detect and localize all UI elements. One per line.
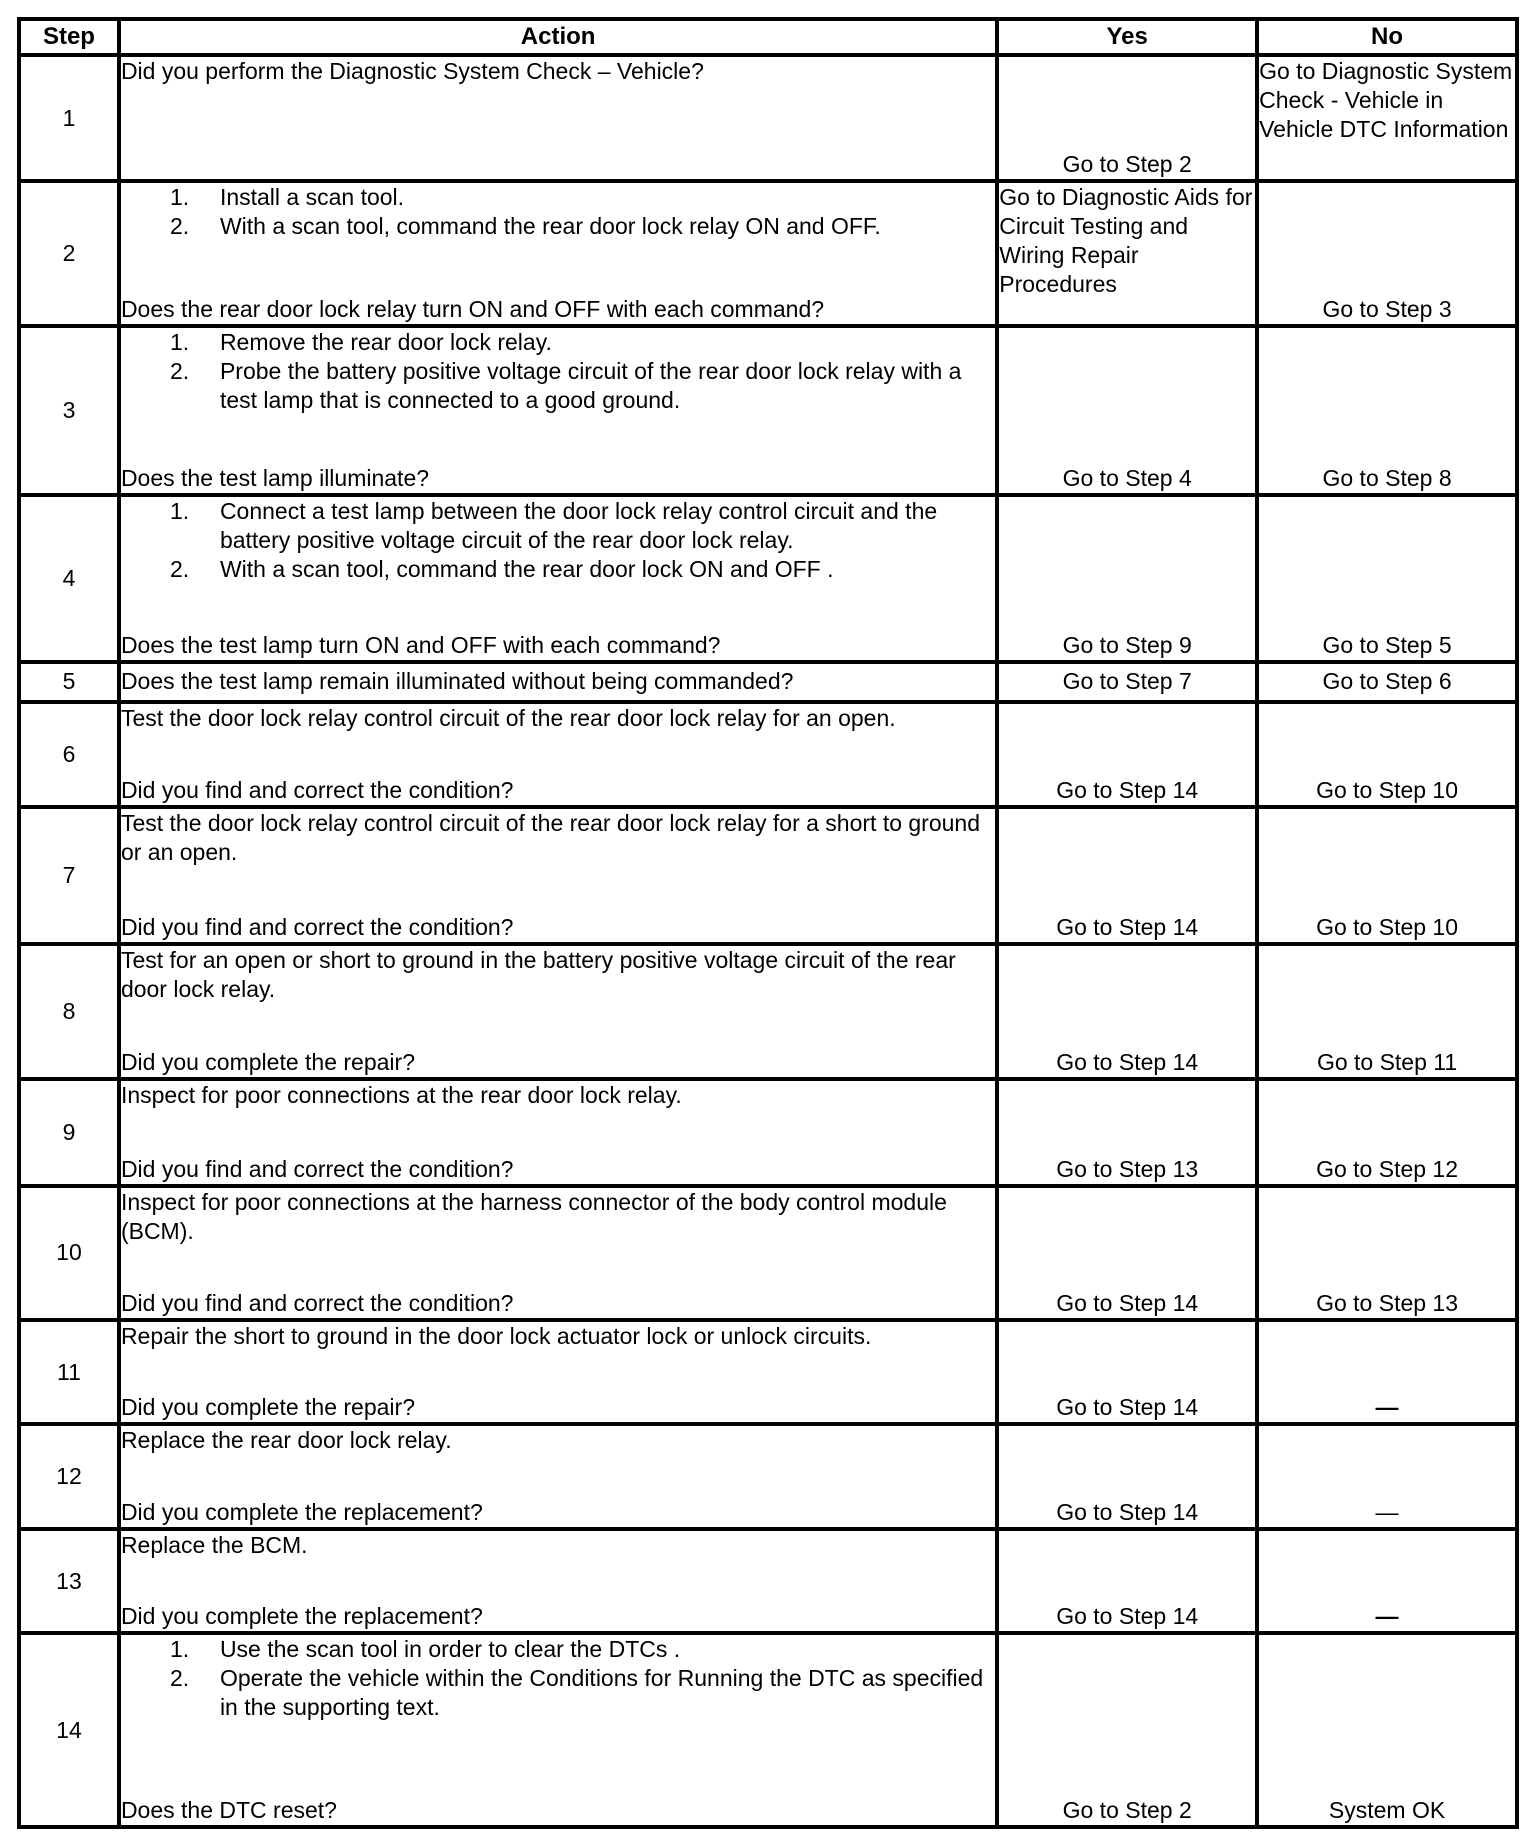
step-number: 14 — [19, 1633, 119, 1827]
table-row — [19, 1529, 1517, 1633]
yes-cell: Go to Step 2 — [997, 1633, 1257, 1827]
action-cell — [119, 702, 997, 808]
table-row — [19, 702, 1517, 808]
action-question: Did you complete the repair? — [120, 1394, 415, 1421]
action-question: Did you complete the repair? — [120, 1048, 415, 1075]
step-number: 4 — [19, 495, 119, 662]
step-number: 2 — [19, 181, 119, 325]
yes-cell: Go to Step 14 — [997, 1424, 1257, 1528]
action-text: Replace the BCM. — [120, 1531, 308, 1558]
step-number: 8 — [19, 944, 119, 1079]
yes-cell: Go to Step 14 — [997, 1186, 1257, 1320]
action-text: Inspect for poor connections at the rear door lock relay. — [120, 1081, 682, 1108]
action-text: Test the door lock relay control circuit of the rear door lock relay for a short to ground or an open. — [120, 810, 981, 866]
list-item: 2. Operate the vehicle within the Conditions for Running the DTC as specified in the supporting text. — [169, 1665, 984, 1721]
step-number: 10 — [19, 1186, 119, 1320]
step-number: 7 — [19, 807, 119, 943]
action-cell — [119, 326, 997, 495]
no-cell: Go to Step 5 — [1257, 495, 1517, 662]
action-list — [121, 183, 995, 241]
action-list — [121, 1635, 995, 1722]
action-cell — [119, 944, 997, 1079]
table-row — [19, 1186, 1517, 1320]
list-item: 2. With a scan tool, command the rear door lock ON and OFF . — [169, 555, 834, 582]
no-cell: Go to Step 13 — [1257, 1186, 1517, 1320]
no-cell: Go to Step 11 — [1257, 944, 1517, 1079]
action-list — [121, 328, 995, 415]
yes-cell: Go to Step 14 — [997, 1320, 1257, 1424]
no-cell: Go to Step 10 — [1257, 807, 1517, 943]
no-cell: Go to Step 10 — [1257, 702, 1517, 808]
action-question: Did you find and correct the condition? — [120, 1155, 514, 1182]
yes-cell: Go to Step 7 — [997, 662, 1257, 702]
list-item: 1. Install a scan tool. — [169, 184, 405, 211]
list-item: 2. Probe the battery positive voltage circuit of the rear door lock relay with a test lamp that is connected to a good ground. — [169, 357, 962, 413]
no-cell: Go to Diagnostic System Check - Vehicle in Vehicle DTC Information — [1257, 55, 1517, 181]
yes-cell: Go to Step 4 — [997, 326, 1257, 495]
no-cell: Go to Step 3 — [1257, 181, 1517, 325]
step-number: 5 — [19, 662, 119, 702]
action-question: Does the DTC reset? — [120, 1797, 337, 1823]
table-row — [19, 944, 1517, 1079]
action-cell — [119, 662, 997, 702]
action-question: Did you find and correct the condition? — [120, 777, 514, 804]
action-question: Does the test lamp turn ON and OFF with each command? — [120, 632, 721, 659]
table-row — [19, 1633, 1517, 1827]
step-number: 11 — [19, 1320, 119, 1424]
action-list — [121, 497, 995, 584]
table-row — [19, 495, 1517, 662]
table-row — [19, 55, 1517, 181]
yes-cell: Go to Step 14 — [997, 807, 1257, 943]
yes-cell: Go to Step 14 — [997, 944, 1257, 1079]
diagnostic-table — [17, 17, 1519, 1829]
action-text: Did you perform the Diagnostic System Check – Vehicle? — [120, 58, 704, 84]
header-row — [19, 19, 1517, 55]
no-cell: Go to Step 8 — [1257, 326, 1517, 495]
action-text: Test for an open or short to ground in the battery positive voltage circuit of the rear door lock relay. — [120, 946, 956, 1002]
step-number: 9 — [19, 1079, 119, 1186]
action-text: Replace the rear door lock relay. — [120, 1427, 452, 1454]
yes-cell: Go to Step 14 — [997, 1529, 1257, 1633]
action-cell — [119, 1424, 997, 1528]
action-cell — [119, 1529, 997, 1633]
yes-cell: Go to Step 14 — [997, 702, 1257, 808]
list-item: 1. Connect a test lamp between the door lock relay control circuit and the battery positive voltage circuit of the rear door lock relay. — [169, 497, 938, 553]
step-number: 1 — [19, 55, 119, 181]
yes-cell: Go to Diagnostic Aids for Circuit Testing and Wiring Repair Procedures — [997, 181, 1257, 325]
step-number: 13 — [19, 1529, 119, 1633]
list-item: 1. Remove the rear door lock relay. — [169, 328, 552, 355]
no-cell: Go to Step 6 — [1257, 662, 1517, 702]
list-item: 2. With a scan tool, command the rear door lock relay ON and OFF. — [169, 213, 881, 240]
no-cell: — — [1257, 1424, 1517, 1528]
action-question: Did you complete the replacement? — [120, 1603, 483, 1630]
action-cell — [119, 55, 997, 181]
action-question: Does the rear door lock relay turn ON and OFF with each command? — [120, 295, 825, 322]
step-number: 12 — [19, 1424, 119, 1528]
action-cell — [119, 1320, 997, 1424]
action-text: Does the test lamp remain illuminated without being commanded? — [120, 668, 794, 695]
table-row — [19, 326, 1517, 495]
action-cell — [119, 181, 997, 325]
action-question: Does the test lamp illuminate? — [120, 464, 430, 491]
table-row — [19, 662, 1517, 702]
yes-cell: Go to Step 13 — [997, 1079, 1257, 1186]
list-item: 1. Use the scan tool in order to clear the DTCs . — [169, 1636, 681, 1663]
table-row — [19, 1079, 1517, 1186]
action-text: Repair the short to ground in the door lock actuator lock or unlock circuits. — [120, 1322, 872, 1349]
action-text: Test the door lock relay control circuit of the rear door lock relay for an open. — [120, 704, 896, 731]
action-cell — [119, 807, 997, 943]
action-cell — [119, 1633, 997, 1827]
yes-cell: Go to Step 2 — [997, 55, 1257, 181]
no-cell: — — [1257, 1320, 1517, 1424]
no-cell: System OK — [1257, 1633, 1517, 1827]
action-text: Inspect for poor connections at the harness connector of the body control module (BCM). — [120, 1188, 947, 1244]
table-row — [19, 1320, 1517, 1424]
yes-cell: Go to Step 9 — [997, 495, 1257, 662]
action-cell — [119, 1186, 997, 1320]
header-no: No — [1257, 19, 1517, 55]
action-question: Did you find and correct the condition? — [120, 1289, 514, 1316]
header-step: Step — [19, 19, 119, 55]
action-question: Did you complete the replacement? — [120, 1498, 483, 1525]
table-row — [19, 181, 1517, 325]
table-row — [19, 807, 1517, 943]
header-yes: Yes — [997, 19, 1257, 55]
action-cell — [119, 495, 997, 662]
no-cell: — — [1257, 1529, 1517, 1633]
no-cell: Go to Step 12 — [1257, 1079, 1517, 1186]
action-question: Did you find and correct the condition? — [120, 913, 514, 940]
step-number: 3 — [19, 326, 119, 495]
action-cell — [119, 1079, 997, 1186]
header-action: Action — [119, 19, 997, 55]
step-number: 6 — [19, 702, 119, 808]
table-row — [19, 1424, 1517, 1528]
